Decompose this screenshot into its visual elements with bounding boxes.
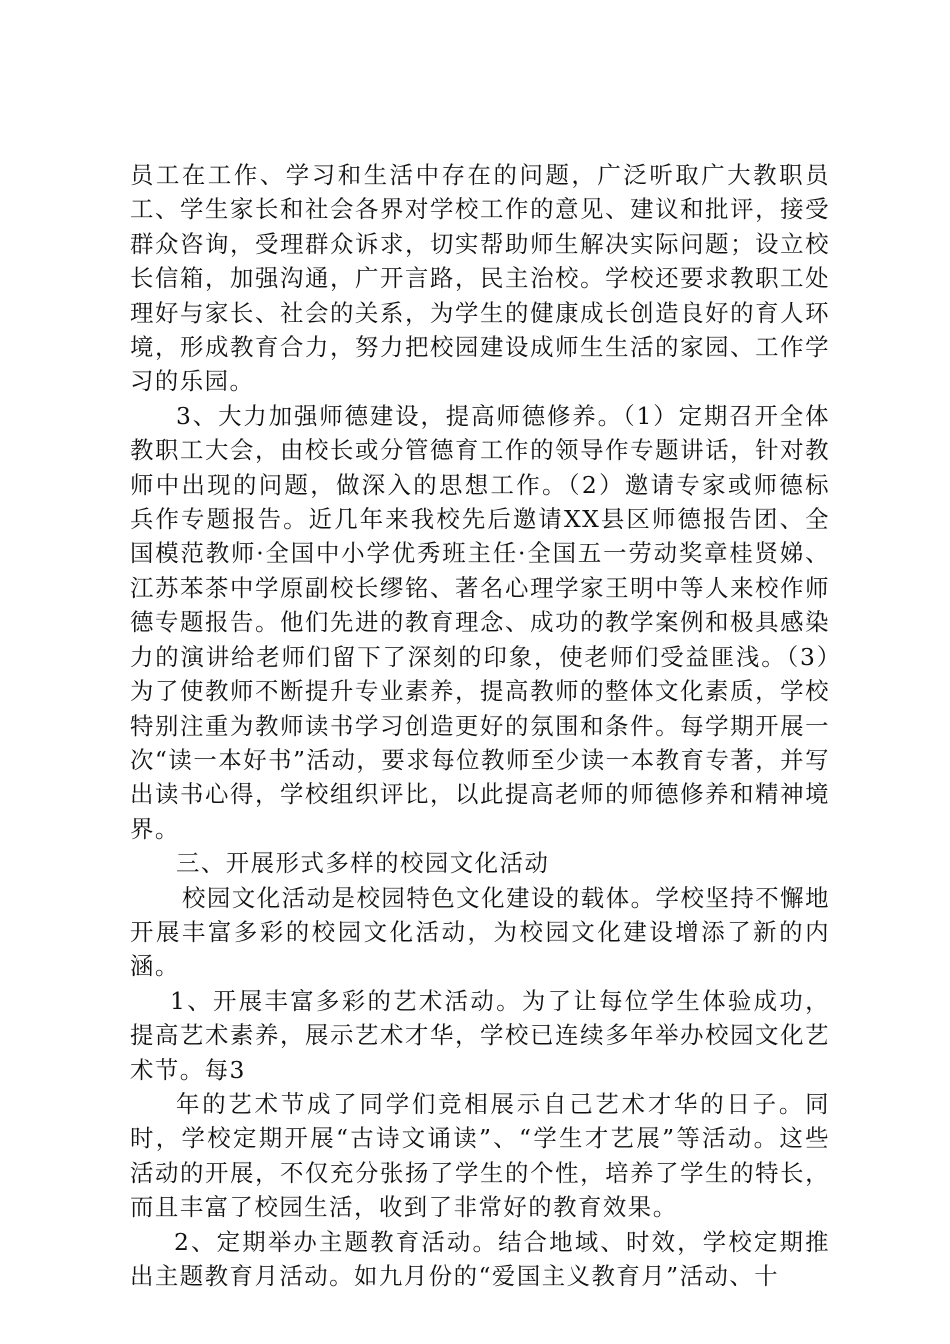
paragraph-5: 年的艺术节成了同学们竞相展示自己艺术才华的日子。同时，学校定期开展“古诗文诵读”、“学生才艺展”等活动。这些活动的开展，不仅充分张扬了学生的个性，培养了学生的特长，而且丰富了校园生活，收到了非常好的教育效果。: [130, 1089, 830, 1222]
paragraph-4: 1、开展丰富多彩的艺术活动。为了让每位学生体验成功，提高艺术素养，展示艺术才华，学校已连续多年举办校园文化艺术节。每3: [130, 986, 830, 1084]
paragraph-1: 员工在工作、学习和生活中存在的问题，广泛听取广大教职员工、学生家长和社会各界对学校工作的意见、建议和批评，接受群众咨询，受理群众诉求，切实帮助师生解决实际问题；设立校长信箱，加强沟通，广开言路，民主治校。学校还要求教职工处理好与家长、社会的关系，为学生的健康成长创造良好的育人环境，形成教育合力，努力把校园建设成师生生活的家园、工作学习的乐园。: [130, 161, 830, 396]
document-body: [130, 158, 830, 1293]
paragraph-3: 校园文化活动是校园特色文化建设的载体。学校坚持不懈地开展丰富多彩的校园文化活动，为校园文化建设增添了新的内涵。: [130, 883, 830, 981]
section-heading: 三、开展形式多样的校园文化活动: [176, 849, 550, 878]
paragraph-6: 2、定期举办主题教育活动。结合地域、时效，学校定期推出主题教育月活动。如九月份的“爱国主义教育月”活动、十: [130, 1227, 830, 1290]
paragraph-2: 3、大力加强师德建设，提高师德修养。（1）定期召开全体教职工大会，由校长或分管德育工作的领导作专题讲话，针对教师中出现的问题，做深入的思想工作。（2）邀请专家或师德标兵作专题报告。近几年来我校先后邀请XX县区师德报告团、全国模范教师·全国中小学优秀班主任·全国五一劳动奖章桂贤娣、江苏苯茶中学原副校长缪铭、著名心理学家王明中等人来校作师德专题报告。他们先进的教育理念、成功的教学案例和极具感染力的演讲给老师们留下了深刻的印象，使老师们受益匪浅。（3）为了使教师不断提升专业素养，提高教师的整体文化素质，学校特别注重为教师读书学习创造更好的氛围和条件。每学期开展一次“读一本好书”活动，要求每位教师至少读一本教育专著，并写出读书心得，学校组织评比，以此提高老师的师德修养和精神境界。: [130, 401, 830, 843]
